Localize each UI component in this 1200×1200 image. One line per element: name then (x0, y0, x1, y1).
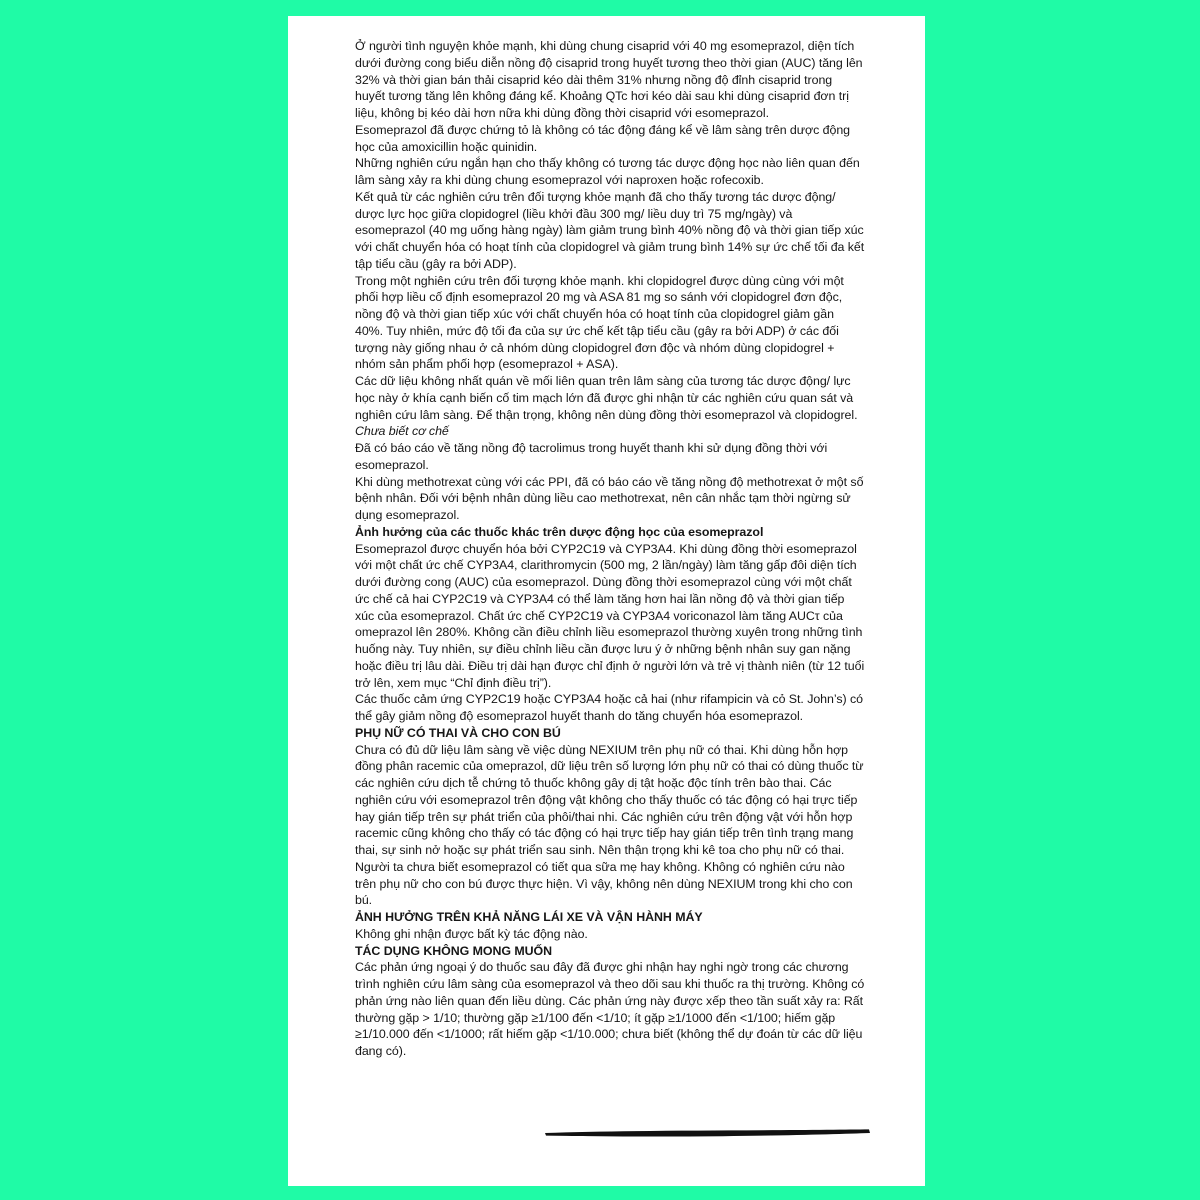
document-body (355, 38, 865, 1060)
paragraph-clopidogrel-study: Kết quả từ các nghiên cứu trên đối tượng khỏe mạnh đã cho thấy tương tác dược động/ dược lực học giữa clopidogrel (liều khởi đầu 300 mg/ liều duy trì 75 mg/ngày) và esomeprazol (40 mg uống hàng ngày) làm giảm trung bình 40% nồng độ và thời gian tiếp xúc với chất chuyển hóa có hoạt tính của clopidogrel và giảm trung bình 14% sự ức chế tối đa kết tập tiểu cầu (gây ra bởi ADP). (355, 189, 865, 271)
paragraph-lactation: Người ta chưa biết esomeprazol có tiết qua sữa mẹ hay không. Không có nghiên cứu nào trên phụ nữ cho con bú được thực hiện. Vì vậy, không nên dùng NEXIUM trong khi cho con bú. (355, 859, 853, 908)
paragraph-clopidogrel-caution: Các dữ liệu không nhất quán về mối liên quan trên lâm sàng của tương tác dược động/ lực học này ở khía cạnh biến cố tim mạch lớn đã được ghi nhận từ các nghiên cứu quan sát và nghiên cứu lâm sàng. Để thận trọng, không nên dùng đồng thời esomeprazol và clopidogrel. (355, 374, 858, 422)
paragraph-pregnancy: Chưa có đủ dữ liệu lâm sàng về việc dùng NEXIUM trên phụ nữ có thai. Khi dùng hỗn hợp đồng phân racemic của omeprazol, dữ liệu trên số lượng lớn phụ nữ có thai có dùng thuốc từ các nghiên cứu dịch tễ chứng tỏ thuốc không gây dị tật hoặc độc tính trên bào thai. Các nghiên cứu với esomeprazol trên động vật không cho thấy thuốc có tác động có hại trực tiếp hay gián tiếp trên sự phát triển của phôi/thai nhi. Các nghiên cứu trên động vật với hỗn hợp racemic cũng không cho thấy có tác động có hại trực tiếp hay gián tiếp trên tình trạng mang thai, sự sinh nở hoặc sự phát triển sau sinh. Nên thận trọng khi kê toa cho phụ nữ có thai. (355, 742, 864, 857)
heading-adverse-effects: TÁC DỤNG KHÔNG MONG MUỐN (355, 943, 553, 958)
subheading-unknown-mechanism: Chưa biết cơ chế (355, 424, 449, 439)
heading-driving: ẢNH HƯỞNG TRÊN KHẢ NĂNG LÁI XE VÀ VẬN HÀNH MÁY (355, 910, 703, 924)
brush-stroke-divider (543, 1126, 873, 1140)
paragraph-tacrolimus: Đã có báo cáo về tăng nồng độ tacrolimus trong huyết thanh khi sử dụng đồng thời với esomeprazol. (355, 441, 828, 472)
paragraph-cyp-inducers: Các thuốc cảm ứng CYP2C19 hoặc CYP3A4 hoặc cả hai (như rifampicin và cỏ St. John’s) có thể gây giảm nồng độ esomeprazol huyết thanh do tăng chuyển hóa esomeprazol. (355, 692, 863, 723)
heading-pregnancy-lactation: PHỤ NỮ CÓ THAI VÀ CHO CON BÚ (355, 725, 561, 740)
paragraph-clopidogrel-asa: Trong một nghiên cứu trên đối tượng khỏe mạnh. khi clopidogrel được dùng cùng với một phối hợp liều cố định esomeprazol 20 mg và ASA 81 mg so sánh với clopidogrel đơn độc, nồng độ và thời gian tiếp xúc với chất chuyển hóa có hoạt tính của clopidogrel giảm gần 40%. Tuy nhiên, mức độ tối đa của sự ức chế kết tập tiểu cầu (gây ra bởi ADP) ở các đối tượng này giống nhau ở cả nhóm dùng clopidogrel đơn độc và nhóm dùng clopidogrel + nhóm sản phẩm phối hợp (esomeprazol + ASA). (355, 273, 844, 372)
paragraph-cisaprid: Ở người tình nguyện khỏe mạnh, khi dùng chung cisaprid với 40 mg esomeprazol, diện tích dưới đường cong biểu diễn nồng độ cisaprid trong huyết tương theo thời gian (AUC) tăng lên 32% và thời gian bán thải cisaprid kéo dài thêm 31% nhưng nồng độ đỉnh cisaprid trong huyết tương tăng lên không đáng kể. Khoảng QTc hơi kéo dài sau khi dùng cisaprid đơn trị liệu, không bị kéo dài hơn nữa khi dùng đồng thời cisaprid với esomeprazol. (355, 39, 863, 120)
paragraph-methotrexat: Khi dùng methotrexat cùng với các PPI, đã có báo cáo về tăng nồng độ methotrexat ở một số bệnh nhân. Đối với bệnh nhân dùng liều cao methotrexat, nên cân nhắc tạm thời ngừng sử dụng esomeprazol. (355, 474, 864, 522)
paragraph-cyp-metabolism: Esomeprazol được chuyển hóa bởi CYP2C19 và CYP3A4. Khi dùng đồng thời esomeprazol với một chất ức chế CYP3A4, clarithromycin (500 mg, 2 lần/ngày) làm tăng gấp đôi diện tích dưới đường cong (AUC) của esomeprazol. Dùng đồng thời esomeprazol cùng với một chất ức chế cả hai CYP2C19 và CYP3A4 có thể làm tăng hơn hai lần nồng độ và thời gian tiếp xúc của esomeprazol. Chất ức chế CYP2C19 và CYP3A4 voriconazol làm tăng AUCτ của omeprazol lên 280%. Không cần điều chỉnh liều esomeprazol thường xuyên trong những tình huống này. Tuy nhiên, sự điều chỉnh liều cần được lưu ý ở những bệnh nhân suy gan nặng hoặc điều trị lâu dài. Điều trị dài hạn được chỉ định ở người lớn và trẻ vị thành niên (từ 12 tuổi trở lên, xem mục “Chỉ định điều trị”). (355, 541, 865, 690)
paragraph-amoxicillin: Esomeprazol đã được chứng tỏ là không có tác động đáng kể về lâm sàng trên dược động học của amoxicillin hoặc quinidin. (355, 122, 850, 154)
heading-other-drugs-effect: Ảnh hưởng của các thuốc khác trên dược động học của esomeprazol (355, 524, 764, 539)
paragraph-driving: Không ghi nhận được bất kỳ tác động nào. (355, 926, 588, 941)
document-page (288, 16, 925, 1186)
paragraph-naproxen: Những nghiên cứu ngắn hạn cho thấy không có tương tác dược động học nào liên quan đến lâm sàng xảy ra khi dùng chung esomeprazol với naproxen hoặc rofecoxib. (355, 156, 860, 187)
paragraph-adverse-effects: Các phản ứng ngoại ý do thuốc sau đây đã được ghi nhận hay nghi ngờ trong các chương trình nghiên cứu lâm sàng của esomeprazol và theo dõi sau khi thuốc ra thị trường. Không có phản ứng nào liên quan đến liều dùng. Các phản ứng này được xếp theo tần suất xảy ra: Rất thường gặp > 1/10; thường gặp ≥1/100 đến <1/10; ít gặp ≥1/1000 đến <1/100; hiếm gặp ≥1/10.000 đến <1/1000; rất hiếm gặp <1/10.000; chưa biết (không thể dự đoán từ các dữ liệu đang có). (355, 960, 865, 1058)
